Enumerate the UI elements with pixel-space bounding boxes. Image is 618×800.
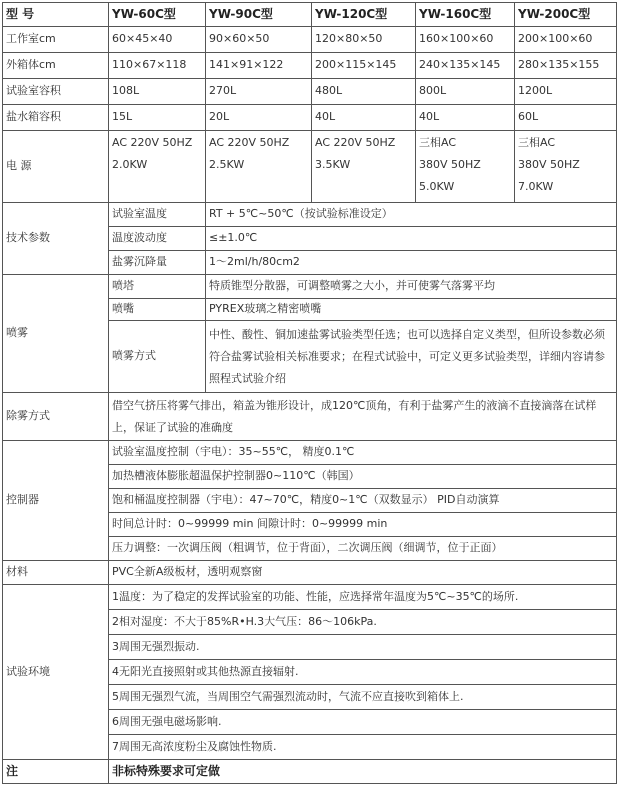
power-cell (312, 131, 416, 203)
header-row (3, 3, 617, 27)
cell-value: 加热槽液体膨胀超温保护控制器0~110℃（韩国） (109, 465, 617, 489)
power-cell (109, 131, 206, 203)
sub-label: 喷雾方式 (109, 321, 206, 393)
cell-value: 200×100×60 (515, 27, 617, 53)
row-label: 电 源 (3, 131, 109, 203)
cell-value: 15L (109, 105, 206, 131)
cell-value: 6周围无强电磁场影响. (109, 710, 617, 735)
power-line: AC 220V 50HZ (209, 136, 290, 149)
cell-value: 5周围无强烈气流，当周围空气需强烈流动时，气流不应直接吹到箱体上. (109, 685, 617, 710)
cell-value: PYREX玻璃之精密喷嘴 (206, 299, 617, 321)
cell-value: 2相对湿度：不大于85%R•H.3大气压：86～106kPa. (109, 610, 617, 635)
cell-value: 中性、酸性、铜加速盐雾试验类型任选；也可以选择自定义类型，但所设参数必须符合盐雾试验相关标准要求；在程式试验中，可定义更多试验类型，详细内容请参照程式试验介绍 (206, 321, 617, 393)
cell-value: 3周围无强烈振动. (109, 635, 617, 660)
model-name: YW-90C型 (206, 3, 312, 27)
row-label: 试验环境 (3, 585, 109, 760)
power-line: 380V 50HZ (518, 158, 580, 171)
row-label: 工作室cm (3, 27, 109, 53)
cell-value: 借空气挤压将雾气排出，箱盖为锥形设计，成120℃顶角，有利于盐雾产生的液滴不直接滴落在试样上，保证了试验的准确度 (109, 393, 617, 441)
row-label: 外箱体cm (3, 53, 109, 79)
table-row (3, 393, 617, 441)
row-label: 喷雾 (3, 275, 109, 393)
power-line: 2.0KW (112, 158, 148, 171)
cell-value: 饱和桶温度控制器（宇电）：47~70℃，精度0~1℃（双数显示） PID自动演算 (109, 489, 617, 513)
table-row (3, 585, 617, 610)
cell-value: 4无阳光直接照射或其他热源直接辐射. (109, 660, 617, 685)
power-line: 三相AC (419, 136, 457, 149)
cell-value: 60×45×40 (109, 27, 206, 53)
cell-value: 1～2ml/h/80cm2 (206, 251, 617, 275)
cell-value: 108L (109, 79, 206, 105)
cell-value: 压力调整：一次调压阀（粗调节，位于背面），二次调压阀（细调节，位于正面） (109, 537, 617, 561)
cell-value: 480L (312, 79, 416, 105)
power-cell (416, 131, 515, 203)
table-row (3, 131, 617, 203)
power-line: 5.0KW (419, 180, 455, 193)
power-line: AC 220V 50HZ (315, 136, 396, 149)
row-label: 除雾方式 (3, 393, 109, 441)
cell-value: 141×91×122 (206, 53, 312, 79)
model-name: YW-200C型 (515, 3, 617, 27)
model-header-label: 型 号 (3, 3, 109, 27)
sub-label: 喷嘴 (109, 299, 206, 321)
cell-value: 270L (206, 79, 312, 105)
cell-value: 60L (515, 105, 617, 131)
power-line: 380V 50HZ (419, 158, 481, 171)
row-label: 技术参数 (3, 203, 109, 275)
cell-value: 200×115×145 (312, 53, 416, 79)
row-label: 控制器 (3, 441, 109, 561)
spec-table (2, 2, 617, 784)
row-label: 材料 (3, 561, 109, 585)
power-line: 三相AC (518, 136, 556, 149)
cell-value: 特质锥型分散器，可调整喷雾之大小，并可使雾气落雾平均 (206, 275, 617, 299)
cell-value: 280×135×155 (515, 53, 617, 79)
cell-value: 20L (206, 105, 312, 131)
table-row (3, 203, 617, 227)
cell-value: 7周围无高浓度粉尘及腐蚀性物质. (109, 735, 617, 760)
table-row (3, 53, 617, 79)
power-line: AC 220V 50HZ (112, 136, 193, 149)
table-row (3, 79, 617, 105)
cell-value: 120×80×50 (312, 27, 416, 53)
cell-value: 时间总计时：0~99999 min 间隙计时：0~99999 min (109, 513, 617, 537)
row-label: 盐水箱容积 (3, 105, 109, 131)
sub-label: 温度波动度 (109, 227, 206, 251)
power-cell (515, 131, 617, 203)
model-name: YW-120C型 (312, 3, 416, 27)
cell-value: 800L (416, 79, 515, 105)
sub-label: 喷塔 (109, 275, 206, 299)
row-label: 试验室容积 (3, 79, 109, 105)
model-name: YW-160C型 (416, 3, 515, 27)
power-cell (206, 131, 312, 203)
cell-value: 40L (416, 105, 515, 131)
sub-label: 试验室温度 (109, 203, 206, 227)
cell-value: 240×135×145 (416, 53, 515, 79)
sub-label: 盐雾沉降量 (109, 251, 206, 275)
note-value: 非标特殊要求可定做 (109, 760, 617, 784)
table-row (3, 275, 617, 299)
cell-value: 90×60×50 (206, 27, 312, 53)
cell-value: RT + 5℃~50℃（按试验标准设定） (206, 203, 617, 227)
row-label: 注 (3, 760, 109, 784)
table-row (3, 441, 617, 465)
cell-value: ≤±1.0℃ (206, 227, 617, 251)
cell-value: 试验室温度控制（宇电）：35~55℃， 精度0.1℃ (109, 441, 617, 465)
table-row (3, 760, 617, 784)
cell-value: 40L (312, 105, 416, 131)
table-row (3, 105, 617, 131)
power-line: 3.5KW (315, 158, 351, 171)
power-line: 7.0KW (518, 180, 554, 193)
cell-value: PVC全新A级板材，透明观察窗 (109, 561, 617, 585)
model-name: YW-60C型 (109, 3, 206, 27)
cell-value: 160×100×60 (416, 27, 515, 53)
cell-value: 110×67×118 (109, 53, 206, 79)
table-row (3, 561, 617, 585)
cell-value: 1温度：为了稳定的发挥试验室的功能、性能，应选择常年温度为5℃~35℃的场所. (109, 585, 617, 610)
power-line: 2.5KW (209, 158, 245, 171)
table-row (3, 27, 617, 53)
cell-value: 1200L (515, 79, 617, 105)
